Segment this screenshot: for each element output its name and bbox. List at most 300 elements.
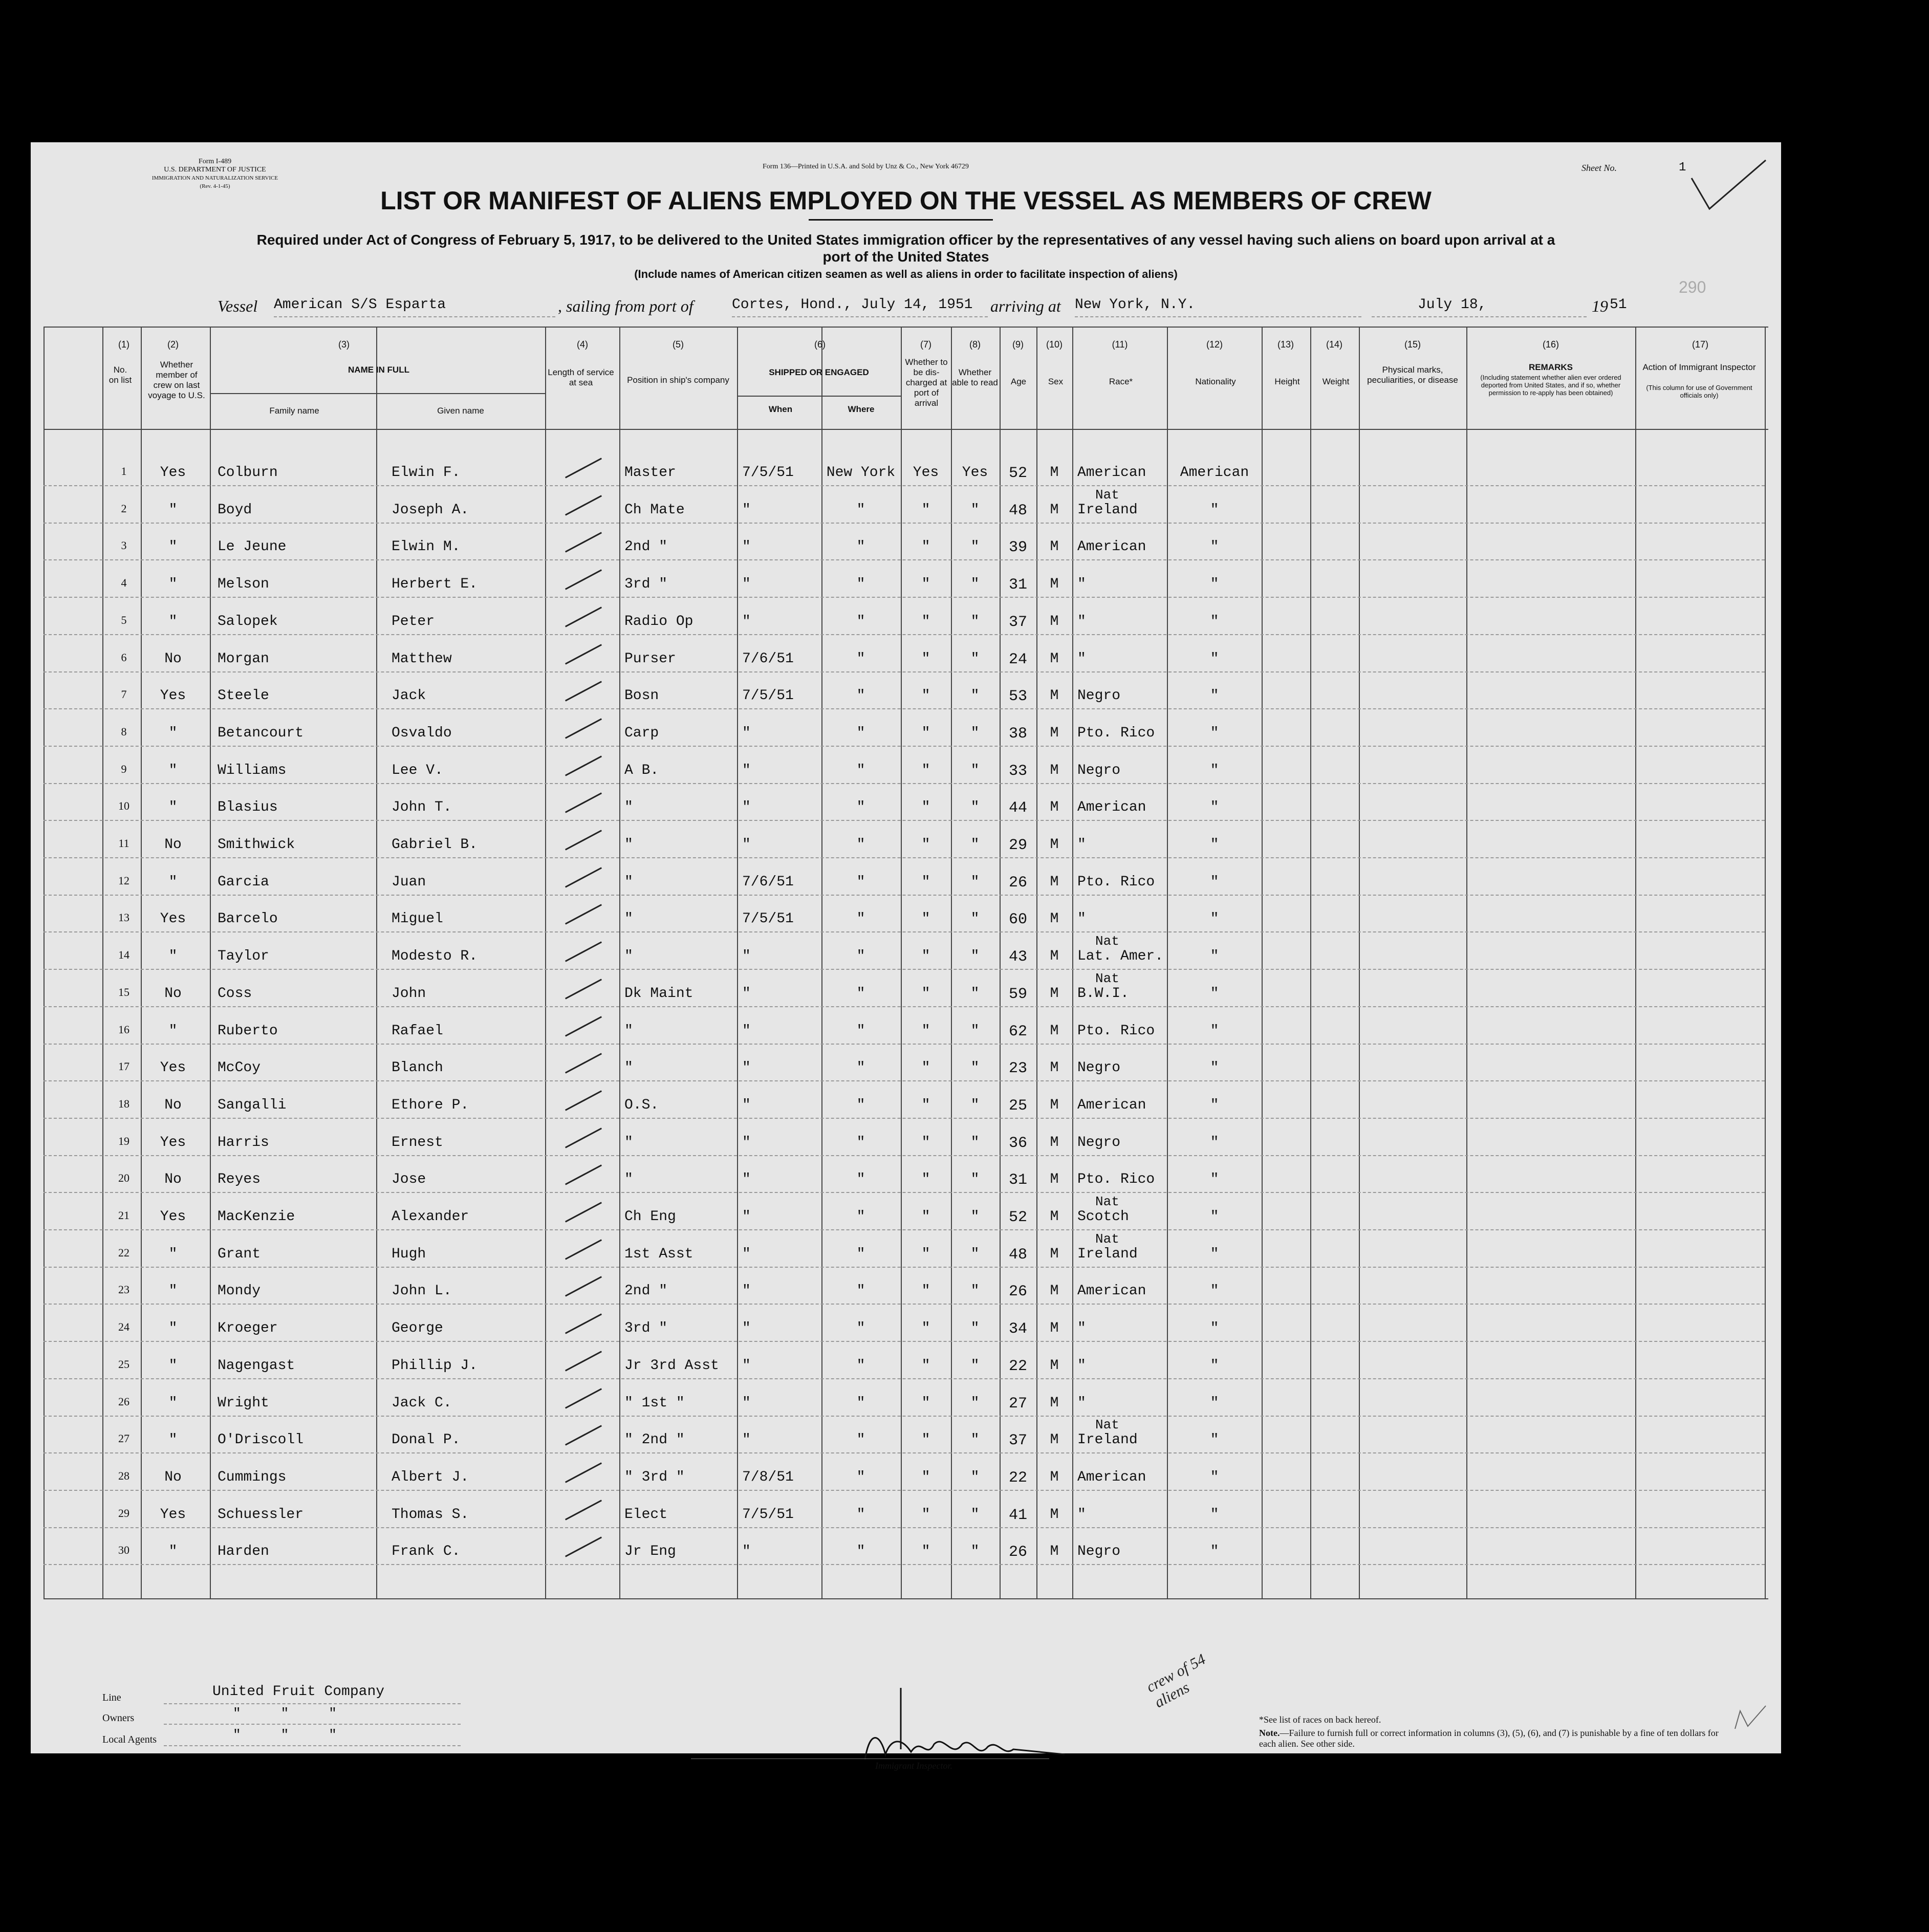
checkmark-icon [565, 1239, 602, 1260]
column-number: (16) [1542, 339, 1559, 350]
prev-voyage: No [164, 650, 182, 667]
subheader-rule [737, 396, 901, 397]
age: 26 [1008, 1544, 1027, 1561]
nationality: " [1210, 613, 1219, 629]
shipped-when: 7/8/51 [742, 1469, 794, 1485]
able-to-read: " [970, 1171, 980, 1188]
race: American [1077, 799, 1146, 816]
position: 3rd " [624, 1320, 668, 1337]
given-name: Matthew [392, 650, 452, 667]
hdr-remarks: REMARKS [1529, 362, 1573, 372]
shipped-where: " [856, 1060, 865, 1076]
family-name: Grant [218, 1246, 261, 1262]
given-name: George [392, 1320, 443, 1337]
position: " [624, 874, 633, 890]
able-to-read: " [970, 1023, 980, 1039]
subtitle-include: (Include names of American citizen seamen as well as aliens in order to facilitate inspection of aliens) [634, 268, 1178, 280]
age: 27 [1008, 1395, 1027, 1413]
row-number: 28 [118, 1469, 129, 1482]
able-to-read: " [970, 1544, 980, 1560]
nationality: " [1210, 1283, 1219, 1299]
date-underline [1372, 316, 1587, 317]
able-to-read: " [970, 1060, 980, 1076]
given-name: Blanch [392, 1060, 443, 1076]
subheader-rule [210, 393, 545, 394]
row-number: 15 [118, 985, 129, 998]
able-to-read: Yes [962, 465, 988, 481]
shipped-where: " [856, 502, 865, 518]
shipped-where: " [856, 837, 865, 853]
sex: M [1050, 688, 1059, 704]
able-to-read: " [970, 688, 980, 704]
given-name: Juan [392, 874, 426, 890]
able-to-read: " [970, 1097, 980, 1113]
page-title: LIST OR MANIFEST OF ALIENS EMPLOYED ON THE VESSEL AS MEMBERS OF CREW [380, 186, 1432, 215]
nationality: " [1210, 650, 1219, 667]
position: " [624, 911, 633, 927]
hdr-able-read: Whether able to read [952, 367, 998, 387]
given-name: Phillip J. [392, 1357, 478, 1374]
column-divider [1262, 327, 1263, 1598]
row-number: 13 [118, 911, 129, 924]
given-name: Osvaldo [392, 725, 452, 741]
position: A B. [624, 762, 659, 778]
checkmark-icon [565, 1462, 602, 1483]
family-name: Taylor [218, 948, 269, 965]
row-number: 5 [121, 613, 127, 626]
prev-voyage: " [168, 502, 178, 518]
shipped-when: " [742, 539, 751, 555]
race: American [1077, 1097, 1146, 1113]
column-number: (7) [920, 339, 931, 350]
able-to-read: " [970, 613, 980, 629]
shipped-when: " [742, 1283, 751, 1299]
column-divider [44, 327, 45, 1598]
note-label: Note. [1259, 1728, 1280, 1738]
vessel-label: Vessel [218, 297, 258, 315]
discharged: " [921, 837, 930, 853]
position: 2nd " [624, 539, 668, 555]
checkmark-icon [565, 644, 602, 664]
discharged: " [921, 1171, 930, 1188]
row-number: 19 [118, 1134, 129, 1147]
sheet-number: 1 [1679, 161, 1686, 175]
discharged: " [921, 725, 930, 741]
discharged: " [921, 502, 930, 518]
row-divider [44, 820, 1765, 821]
row-divider [44, 671, 1765, 672]
checkmark-icon [565, 1313, 602, 1334]
nationality: " [1210, 911, 1219, 927]
nationality: " [1210, 1506, 1219, 1523]
age: 38 [1008, 725, 1027, 743]
able-to-read: " [970, 911, 980, 927]
see-races: *See list of races on back hereof. [1259, 1714, 1381, 1725]
nationality: " [1210, 1320, 1219, 1337]
position: Bosn [624, 688, 659, 704]
row-divider [44, 1416, 1765, 1417]
race-prefix: Nat [1095, 970, 1119, 986]
shipped-when: " [742, 576, 751, 593]
hdr-race: Race* [1109, 377, 1133, 386]
nationality: " [1210, 874, 1219, 890]
given-name: Elwin F. [392, 465, 461, 481]
sex: M [1050, 1171, 1059, 1188]
sex: M [1050, 874, 1059, 890]
family-name: Coss [218, 985, 252, 1002]
column-divider [1310, 327, 1311, 1598]
able-to-read: " [970, 948, 980, 965]
sex: M [1050, 613, 1059, 629]
shipped-when: 7/6/51 [742, 650, 794, 667]
column-divider [1765, 327, 1766, 1598]
given-name: Herbert E. [392, 576, 478, 593]
arrival-port: New York, N.Y. [1075, 297, 1196, 313]
prev-voyage: " [168, 1357, 178, 1374]
shipped-where: " [856, 1097, 865, 1113]
given-name: Peter [392, 613, 435, 629]
sex: M [1050, 799, 1059, 816]
position: " [624, 1060, 633, 1076]
age: 25 [1008, 1097, 1027, 1115]
prev-voyage: " [168, 1283, 178, 1299]
family-name: Kroeger [218, 1320, 278, 1337]
race: Negro [1077, 688, 1121, 704]
shipped-when: " [742, 1432, 751, 1448]
shipped-where: " [856, 576, 865, 593]
port-underline [732, 316, 988, 317]
given-name: Ethore P. [392, 1097, 469, 1113]
shipped-when: 7/5/51 [742, 1506, 794, 1523]
arriving-label: arriving at [990, 297, 1061, 315]
pencil-mark-icon [1730, 1703, 1771, 1734]
prev-voyage: " [168, 762, 178, 778]
able-to-read: " [970, 1134, 980, 1150]
race: " [1077, 837, 1086, 853]
race: " [1077, 650, 1086, 667]
shipped-where: " [856, 1134, 865, 1150]
given-name: Donal P. [392, 1432, 461, 1448]
row-divider [44, 1267, 1765, 1268]
checkmark-icon [565, 681, 602, 702]
checkmark-icon [565, 867, 602, 887]
nationality: " [1210, 1060, 1219, 1076]
checkmark-icon [565, 1537, 602, 1557]
prev-voyage: Yes [160, 1134, 186, 1150]
race: " [1077, 1506, 1086, 1523]
discharged: " [921, 1506, 930, 1523]
line-value: United Fruit Company [212, 1684, 385, 1700]
year-prefix: 19 [1592, 297, 1608, 315]
given-name: Hugh [392, 1246, 426, 1262]
shipped-where: " [856, 688, 865, 704]
able-to-read: " [970, 1246, 980, 1262]
family-name: Steele [218, 688, 269, 704]
position: Ch Eng [624, 1209, 676, 1225]
prev-voyage: " [168, 539, 178, 555]
family-name: Sangalli [218, 1097, 287, 1113]
given-name: Miguel [392, 911, 443, 927]
race: Negro [1077, 1134, 1121, 1150]
family-name: Betancourt [218, 725, 304, 741]
row-number: 22 [118, 1246, 129, 1259]
nationality: " [1210, 762, 1219, 778]
race: Ireland [1077, 1432, 1138, 1448]
row-divider [44, 1341, 1765, 1342]
column-divider [376, 327, 377, 1598]
nationality: " [1210, 1246, 1219, 1262]
checkmark-icon [565, 755, 602, 776]
form-id: Form I-489 [198, 158, 232, 165]
given-name: Rafael [392, 1023, 443, 1039]
family-name: Blasius [218, 799, 278, 816]
discharged: " [921, 985, 930, 1002]
prev-voyage: Yes [160, 1060, 186, 1076]
discharged: " [921, 1357, 930, 1374]
position: Jr 3rd Asst [624, 1357, 719, 1374]
prev-voyage: " [168, 1395, 178, 1411]
row-divider [44, 783, 1765, 784]
shipped-when: " [742, 1395, 751, 1411]
row-number: 18 [118, 1097, 129, 1110]
discharged: " [921, 1023, 930, 1039]
checkmark-icon [565, 1351, 602, 1371]
owners-underline [164, 1724, 461, 1725]
agents-value: " " " [233, 1727, 337, 1743]
sheet-label: Sheet No. [1581, 163, 1617, 173]
given-name: Alexander [392, 1209, 469, 1225]
discharged: " [921, 539, 930, 555]
discharged: " [921, 911, 930, 927]
family-name: MacKenzie [218, 1209, 295, 1225]
race: Lat. Amer. [1077, 948, 1164, 965]
row-number: 14 [118, 948, 129, 962]
checkmark-icon [565, 1388, 602, 1408]
able-to-read: " [970, 576, 980, 593]
row-divider [44, 1452, 1765, 1453]
row-number: 29 [118, 1506, 129, 1519]
family-name: Harris [218, 1134, 269, 1150]
column-number: (8) [969, 339, 981, 350]
shipped-when: 7/5/51 [742, 911, 794, 927]
race: " [1077, 1395, 1086, 1411]
column-divider [1167, 327, 1168, 1598]
race: American [1077, 1469, 1146, 1485]
discharged: " [921, 874, 930, 890]
row-divider [44, 559, 1765, 560]
column-number: (1) [118, 339, 129, 350]
discharged: Yes [913, 465, 939, 481]
sex: M [1050, 1506, 1059, 1523]
shipped-where: " [856, 948, 865, 965]
family-name: Mondy [218, 1283, 261, 1299]
manifest-page [31, 142, 1781, 1771]
age: 22 [1008, 1357, 1027, 1375]
sex: M [1050, 911, 1059, 927]
sex: M [1050, 762, 1059, 778]
given-name: Modesto R. [392, 948, 478, 965]
sex: M [1050, 1357, 1059, 1374]
row-number: 1 [121, 465, 127, 477]
race: Pto. Rico [1077, 1171, 1155, 1188]
discharged: " [921, 762, 930, 778]
shipped-where: " [856, 985, 865, 1002]
shipped-when: " [742, 1357, 751, 1374]
sex: M [1050, 1023, 1059, 1039]
shipped-where: " [856, 725, 865, 741]
discharged: " [921, 1432, 930, 1448]
discharged: " [921, 1060, 930, 1076]
checkmark-icon [565, 830, 602, 850]
shipped-where: " [856, 762, 865, 778]
prev-voyage: No [164, 985, 182, 1002]
sex: M [1050, 465, 1059, 481]
race: Ireland [1077, 502, 1138, 518]
given-name: Thomas S. [392, 1506, 469, 1523]
discharged: " [921, 1246, 930, 1262]
handwritten-note: crew of 54 aliens [1143, 1651, 1208, 1711]
shipped-when: " [742, 502, 751, 518]
age: 39 [1008, 539, 1027, 557]
shipped-where: " [856, 911, 865, 927]
family-name: Colburn [218, 465, 278, 481]
checkmark-icon [565, 495, 602, 515]
prev-voyage: Yes [160, 465, 186, 481]
hdr-where: Where [848, 404, 875, 414]
able-to-read: " [970, 837, 980, 853]
hdr-position: Position in ship's company [627, 375, 729, 385]
hdr-action-sub: (This column for use of Government officials only) [1646, 384, 1752, 399]
given-name: John T. [392, 799, 452, 816]
row-divider [44, 1006, 1765, 1007]
age: 41 [1008, 1506, 1027, 1524]
race: Negro [1077, 1544, 1121, 1560]
age: 44 [1008, 799, 1027, 817]
checkmark-icon [565, 1202, 602, 1222]
vessel-name: American S/S Esparta [274, 297, 446, 313]
header-bottom-border [44, 429, 1768, 430]
revision: (Rev. 4-1-45) [200, 183, 230, 189]
able-to-read: " [970, 502, 980, 518]
shipped-where: " [856, 874, 865, 890]
sex: M [1050, 1544, 1059, 1560]
row-number: 23 [118, 1283, 129, 1296]
hdr-nationality: Nationality [1195, 377, 1236, 386]
department: U.S. DEPARTMENT OF JUSTICE [164, 166, 266, 173]
nationality: " [1210, 539, 1219, 555]
given-name: Jack C. [392, 1395, 452, 1411]
age: 29 [1008, 837, 1027, 854]
row-number: 12 [118, 874, 129, 887]
row-divider [44, 1564, 1765, 1565]
position: " [624, 948, 633, 965]
column-number: (2) [167, 339, 179, 350]
checkmark-icon [565, 606, 602, 627]
given-name: Elwin M. [392, 539, 461, 555]
checkmark-icon [565, 1053, 602, 1074]
age: 23 [1008, 1060, 1027, 1078]
row-number: 11 [118, 837, 129, 850]
race: Negro [1077, 762, 1121, 778]
service: IMMIGRATION AND NATURALIZATION SERVICE [151, 175, 278, 181]
prev-voyage: No [164, 1097, 182, 1113]
row-divider [44, 1080, 1765, 1081]
checkmark-icon [565, 1500, 602, 1520]
race: " [1077, 1320, 1086, 1337]
shipped-where: " [856, 613, 865, 629]
prev-voyage: " [168, 613, 178, 629]
age: 24 [1008, 650, 1027, 668]
family-name: Schuessler [218, 1506, 304, 1523]
hdr-discharged: Whether to be dis-charged at port of arrival [905, 357, 948, 408]
sailing-label: , sailing from port of [558, 297, 693, 315]
sex: M [1050, 1097, 1059, 1113]
age: 37 [1008, 613, 1027, 631]
nationality: " [1210, 502, 1219, 518]
age: 31 [1008, 576, 1027, 594]
shipped-where: " [856, 1283, 865, 1299]
prev-voyage: " [168, 948, 178, 965]
family-name: Melson [218, 576, 269, 593]
shipped-where: " [856, 1320, 865, 1337]
hdr-when: When [768, 404, 793, 414]
able-to-read: " [970, 1320, 980, 1337]
able-to-read: " [970, 762, 980, 778]
age: 31 [1008, 1171, 1027, 1189]
nationality: " [1210, 985, 1219, 1002]
vessel-underline [274, 316, 555, 317]
family-name: Williams [218, 762, 287, 778]
sex: M [1050, 650, 1059, 667]
position: Elect [624, 1506, 668, 1523]
table-bottom-border [44, 1598, 1768, 1599]
race: American [1077, 465, 1146, 481]
discharged: " [921, 1134, 930, 1150]
family-name: Wright [218, 1395, 269, 1411]
row-divider [44, 1490, 1765, 1491]
nationality: " [1210, 688, 1219, 704]
sex: M [1050, 948, 1059, 965]
sex: M [1050, 539, 1059, 555]
race: " [1077, 576, 1086, 593]
shipped-where: " [856, 1432, 865, 1448]
checkmark-icon [565, 458, 602, 478]
position: " [624, 799, 633, 816]
row-divider [44, 1192, 1765, 1193]
row-number: 20 [118, 1171, 129, 1185]
age: 36 [1008, 1134, 1027, 1152]
row-number: 10 [118, 799, 129, 813]
race: American [1077, 1283, 1146, 1299]
row-number: 9 [121, 762, 127, 775]
shipped-where: " [856, 1395, 865, 1411]
position: Carp [624, 725, 659, 741]
hdr-age: Age [1010, 377, 1027, 386]
given-name: John [392, 985, 426, 1002]
given-name: John L. [392, 1283, 452, 1299]
row-number: 16 [118, 1023, 129, 1036]
age: 48 [1008, 1246, 1027, 1264]
nationality: " [1210, 576, 1219, 593]
nationality: " [1210, 1097, 1219, 1113]
year: 51 [1610, 297, 1627, 313]
age: 43 [1008, 948, 1027, 966]
discharged: " [921, 1097, 930, 1113]
row-divider [44, 931, 1765, 932]
shipped-where: " [856, 1544, 865, 1560]
able-to-read: " [970, 1209, 980, 1225]
column-number: (4) [577, 339, 588, 350]
